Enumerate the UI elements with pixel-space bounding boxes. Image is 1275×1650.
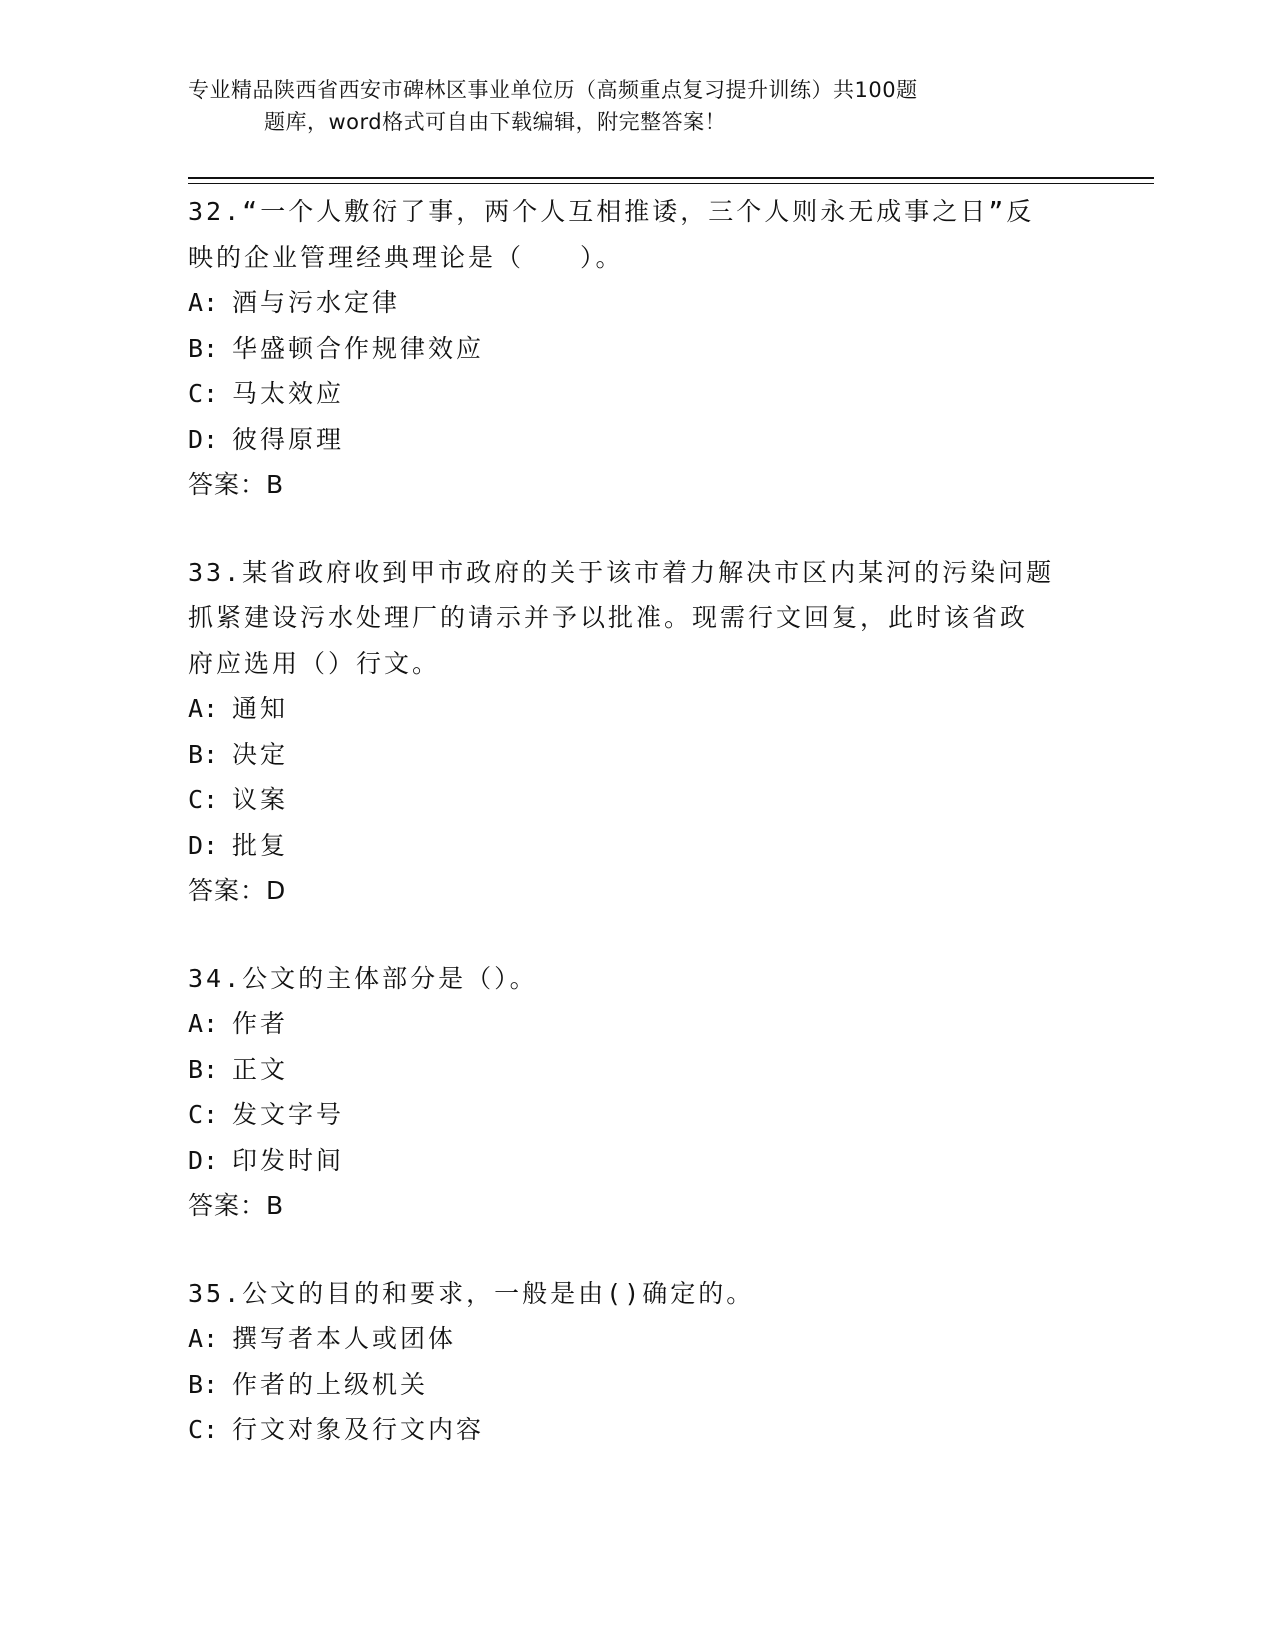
option-text: 批复 bbox=[232, 830, 289, 860]
question-stem-line: 34.公文的主体部分是（）。 bbox=[188, 963, 538, 993]
option-letter: C: bbox=[188, 1100, 219, 1129]
option-letter: A: bbox=[188, 288, 219, 317]
answer-option bbox=[188, 1138, 1088, 1184]
option-text: 作者的上级机关 bbox=[232, 1369, 429, 1399]
option-letter: D: bbox=[188, 1145, 219, 1175]
question-stem-line: 抓紧建设污水处理厂的请示并予以批准。现需行文回复，此时该省政 bbox=[188, 603, 1029, 632]
answer-key: 答案：D bbox=[188, 876, 287, 905]
option-letter: C: bbox=[188, 1415, 219, 1444]
answer-option bbox=[188, 326, 1088, 372]
option-text: 马太效应 bbox=[232, 379, 345, 408]
answer-option bbox=[188, 1362, 1088, 1408]
header-rule-thick bbox=[188, 177, 1154, 179]
question-block bbox=[188, 1271, 1088, 1453]
option-letter: B: bbox=[188, 1369, 219, 1399]
answer-option bbox=[188, 686, 1088, 732]
question-stem-line: 35.公文的目的和要求，一般是由()确定的。 bbox=[188, 1278, 755, 1308]
option-letter: A: bbox=[188, 1009, 219, 1038]
answer-option bbox=[188, 1047, 1088, 1093]
option-text: 作者 bbox=[232, 1009, 289, 1038]
option-text: 行文对象及行文内容 bbox=[232, 1415, 485, 1444]
question-list bbox=[188, 189, 1088, 1495]
option-text: 发文字号 bbox=[232, 1100, 345, 1129]
option-text: 印发时间 bbox=[232, 1145, 345, 1175]
option-text: 决定 bbox=[232, 739, 289, 769]
option-letter: C: bbox=[188, 785, 219, 814]
option-text: 华盛顿合作规律效应 bbox=[232, 333, 485, 363]
answer-key: 答案：B bbox=[188, 1191, 285, 1220]
option-letter: B: bbox=[188, 1054, 219, 1084]
question-stem-line: 映的企业管理经典理论是（ ）。 bbox=[188, 242, 624, 272]
option-letter: A: bbox=[188, 694, 219, 723]
question-stem-line: 府应选用（）行文。 bbox=[188, 648, 441, 678]
option-letter: D: bbox=[188, 424, 219, 454]
question-block bbox=[188, 189, 1088, 508]
answer-option bbox=[188, 417, 1088, 463]
option-letter: C: bbox=[188, 379, 219, 408]
answer-option bbox=[188, 777, 1088, 823]
question-stem-line: 32.“一个人敷衍了事，两个人互相推诿，三个人则永无成事之日”反 bbox=[188, 197, 1035, 226]
question-block bbox=[188, 956, 1088, 1229]
header-rule-thin bbox=[188, 183, 1154, 184]
answer-option bbox=[188, 1316, 1088, 1362]
option-text: 撰写者本人或团体 bbox=[232, 1324, 457, 1353]
answer-option bbox=[188, 732, 1088, 778]
option-text: 正文 bbox=[232, 1054, 289, 1084]
answer-option bbox=[188, 371, 1088, 417]
answer-option bbox=[188, 823, 1088, 869]
option-text: 议案 bbox=[232, 785, 289, 814]
question-stem-line: 33.某省政府收到甲市政府的关于该市着力解决市区内某河的污染问题 bbox=[188, 557, 1055, 587]
option-letter: B: bbox=[188, 739, 219, 769]
header-line-1: 专业精品陕西省西安市碑林区事业单位历（高频重点复习提升训练）共100题 bbox=[188, 78, 918, 102]
question-block bbox=[188, 550, 1088, 914]
answer-option bbox=[188, 280, 1088, 326]
document-header bbox=[188, 74, 1068, 138]
option-text: 酒与污水定律 bbox=[232, 288, 401, 317]
option-letter: A: bbox=[188, 1324, 219, 1353]
option-letter: B: bbox=[188, 333, 219, 363]
answer-option bbox=[188, 1092, 1088, 1138]
answer-option bbox=[188, 1001, 1088, 1047]
answer-option bbox=[188, 1407, 1088, 1453]
option-text: 通知 bbox=[232, 694, 289, 723]
option-letter: D: bbox=[188, 830, 219, 860]
answer-key: 答案：B bbox=[188, 470, 285, 499]
header-line-2: 题库，word格式可自由下载编辑，附完整答案！ bbox=[264, 110, 727, 134]
option-text: 彼得原理 bbox=[232, 424, 345, 454]
